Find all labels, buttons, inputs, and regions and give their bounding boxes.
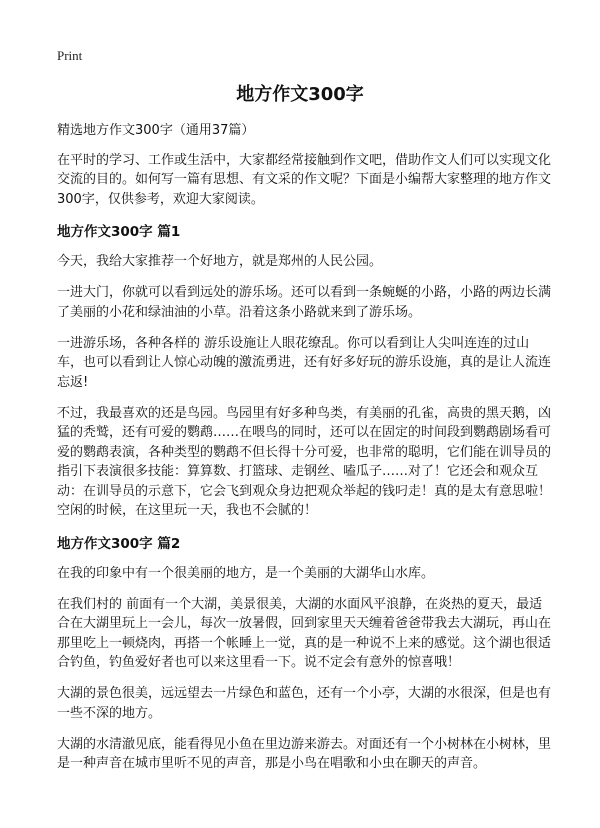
article-body <box>57 121 555 785</box>
print-link[interactable]: Print <box>57 48 83 63</box>
section1-paragraph: 今天，我给大家推荐一个好地方，就是郑州的人民公园。 <box>57 254 383 269</box>
page-title: 地方作文300字 <box>236 84 364 105</box>
section-heading-1: 地方作文300字 篇1 <box>57 224 181 240</box>
section1-paragraph: 一进游乐场，各种各样的 游乐设施让人眼花缭乱。你可以看到让人尖叫连连的过山车，也可以看到让人惊心动魄的激流勇进，还有好多好玩的游乐设施，真的是让人流连忘返! <box>57 335 552 390</box>
section2-paragraph: 大湖的水清澈见底，能看得见小鱼在里边游来游去。对面还有一个小树林在小树林，里是一种声音在城市里听不见的声音，那是小鸟在唱歌和小虫在聊天的声音。 <box>57 736 552 771</box>
section1-paragraph: 不过，我最喜欢的还是鸟园。鸟园里有好多种鸟类，有美丽的孔雀，高贵的黑天鹅，凶猛的秃鹫，还有可爱的鹦鹉……在喂鸟的同时，还可以在固定的时间段到鹦鹉剧场看可爱的鹦鹉表演，各种类型的鹦鹉不但长得十分可爱，也非常的聪明，它们能在训导员的指引下表演很多技能：算算数、打篮球、走钢丝、嗑瓜子……对了！它还会和观众互动：在训导员的示意下，它会飞到观众身边把观众举起的钱叼走！真的是太有意思啦！空闲的时候，在这里玩一天，我也不会腻的！ <box>57 405 552 518</box>
section-heading-2: 地方作文300字 篇2 <box>57 535 181 552</box>
section2-paragraph: 大湖的景色很美，远远望去一片绿色和蓝色，还有一个小亭，大湖的水很深，但是也有一些不深的地方。 <box>57 686 552 721</box>
section2-paragraph: 在我们村的 前面有一个大湖，美景很美，大湖的水面风平浪静，在炎热的夏天，最适合在大湖里玩上一会儿，每次一放暑假，回到家里天天缠着爸爸带我去大湖玩，再山在那里吃上一顿烧肉，再搭一个帐睡上一觉，真的是一种说不上来的感觉。这个湖也很适合钓鱼，钓鱼爱好者也可以来这里看一下。说不定会有意外的惊喜哦！ <box>57 596 552 670</box>
section2-paragraph: 在我的印象中有一个很美丽的地方，是一个美丽的大湖华山水库。 <box>57 565 435 581</box>
intro-paragraph: 在平时的学习、工作或生活中，大家都经常接触到作文吧，借助作文人们可以实现文化交流的目的。如何写一篇有思想、有文采的作文呢？下面是小编帮大家整理的地方作文300字，仅供参考，欢迎大家阅读。 <box>57 152 552 207</box>
section1-paragraph: 一进大门，你就可以看到远处的游乐场。还可以看到一条蜿蜒的小路，小路的两边长满了美丽的小花和绿油油的小草。沿着这条小路就来到了游乐场。 <box>57 285 552 320</box>
intro-line: 精选地方作文300字（通用37篇） <box>57 123 255 138</box>
